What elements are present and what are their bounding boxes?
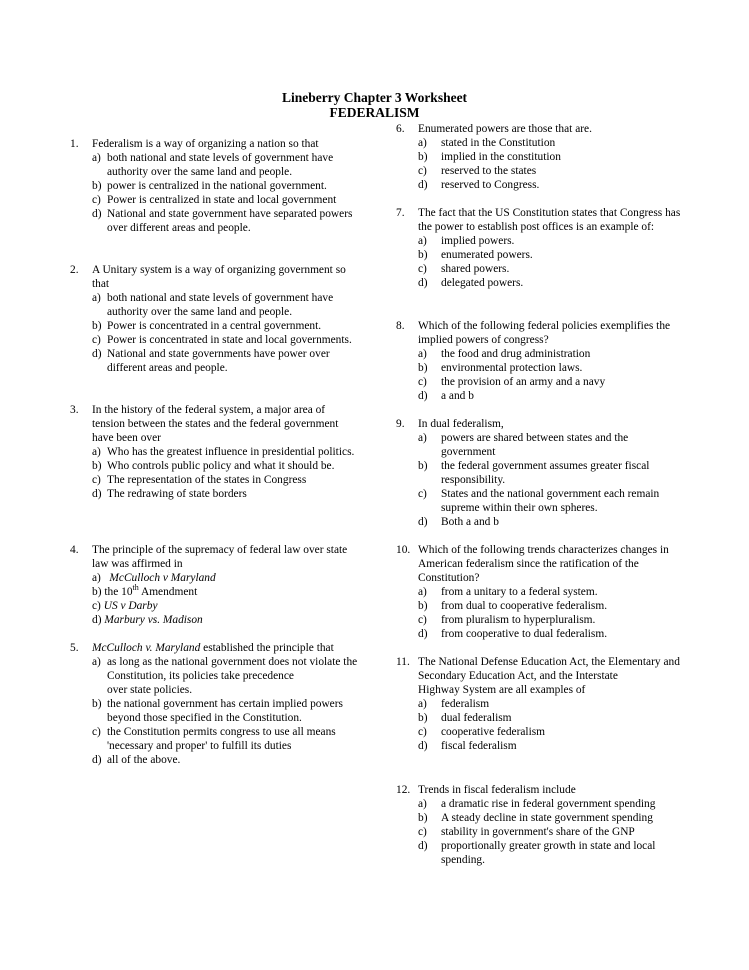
option-d: d) fiscal federalism <box>418 740 517 752</box>
question-stem: Enumerated powers are those that are. <box>418 123 592 135</box>
question-10: 10. Which of the following trends characterizes changes in American federalism since the ratification of the Constitution? a) from a unitary to a federal system. b) from dual to cooperative federalism. c) from pluralism to hyperpluralism. d) from cooperative to dual federalism. <box>396 543 681 641</box>
option-a: a) both national and state levels of government have authority over the same land and people. <box>92 152 334 178</box>
option-c: c) the provision of an army and a navy <box>418 376 606 388</box>
option-a: a) a dramatic rise in federal government spending <box>418 798 656 810</box>
option-a: a) federalism <box>418 698 490 710</box>
question-5: 5. McCulloch v. Maryland established the principle that a) as long as the national government does not violate the Constitution, its policies take precedence over state policies. b) the national government has certain implied powers beyond those specified in the Constitution. c) the Constitution permits congress to use all means 'necessary and proper' to fulfill its duties d) all of the above. <box>70 641 360 767</box>
option-d: d) reserved to Congress. <box>418 179 540 191</box>
option-b: b) A steady decline in state government spending <box>418 812 653 824</box>
option-a: a) McCulloch v Maryland <box>92 572 216 584</box>
question-4: 4. The principle of the supremacy of federal law over state law was affirmed in a) McCulloch v Maryland b) the 10th Amendment c) US v Darby d) Marbury vs. Madison <box>70 543 360 627</box>
option-d: d) delegated powers. <box>418 277 524 289</box>
option-d: d) all of the above. <box>92 754 181 766</box>
option-a: a) the food and drug administration <box>418 348 591 360</box>
option-d: d) National and state government have separated powers over different areas and people. <box>92 208 353 234</box>
question-stem: In dual federalism, <box>418 418 504 430</box>
option-a: a) Who has the greatest influence in presidential politics. <box>92 446 355 458</box>
option-d: d) The redrawing of state borders <box>92 488 247 500</box>
option-a: a) from a unitary to a federal system. <box>418 586 598 598</box>
question-stem: In the history of the federal system, a major area of tension between the states and the federal government have been over <box>92 404 339 444</box>
option-d: d) from cooperative to dual federalism. <box>418 628 608 640</box>
question-12: 12. Trends in fiscal federalism include a) a dramatic rise in federal government spending b) A steady decline in state government spending c) stability in government's share of the GNP d) proportionally greater growth in state and local spending. <box>396 783 681 867</box>
question-stem: Trends in fiscal federalism include <box>418 784 576 796</box>
option-c: c) stability in government's share of the GNP <box>418 826 635 838</box>
option-d: d) proportionally greater growth in state and local spending. <box>418 840 656 866</box>
option-a: a) implied powers. <box>418 235 515 247</box>
option-d: d) Marbury vs. Madison <box>92 614 203 626</box>
question-3: 3. In the history of the federal system, a major area of tension between the states and the federal government have been over a) Who has the greatest influence in presidential politics. b) Who controls public policy and what it should be. c) The representation of the states in Congress d) The redrawing of state borders <box>70 403 360 501</box>
option-b: b) Power is concentrated in a central government. <box>92 320 322 332</box>
question-stem: The principle of the supremacy of federal law over state law was affirmed in <box>92 544 348 570</box>
option-b: b) enumerated powers. <box>418 249 533 261</box>
question-stem: McCulloch v. Maryland established the principle that <box>92 642 334 654</box>
question-stem: A Unitary system is a way of organizing government so that <box>92 264 346 290</box>
question-stem: Which of the following federal policies exemplifies the implied powers of congress? <box>418 320 671 346</box>
title-line-2: FEDERALISM <box>329 105 420 120</box>
question-stem: The fact that the US Constitution states that Congress has the power to establish post offices is an example of: <box>418 207 681 233</box>
question-stem: The National Defense Education Act, the Elementary and Secondary Education Act, and the Interstate Highway System are all examples of <box>418 656 680 696</box>
option-c: c) Power is concentrated in state and local governments. <box>92 334 352 346</box>
option-c: c) cooperative federalism <box>418 726 546 738</box>
option-a: a) both national and state levels of government have authority over the same land and people. <box>92 292 334 318</box>
question-1: 1. Federalism is a way of organizing a nation so that a) both national and state levels of government have authority over the same land and people. b) power is centralized in the national government. c) Power is centralized in state and local government d) National and state government have separated powers over different areas and people. <box>70 137 360 235</box>
option-b: b) the 10th Amendment <box>92 583 198 598</box>
option-c: c) the Constitution permits congress to use all means 'necessary and proper' to fulfill its duties <box>92 726 336 752</box>
option-a: a) stated in the Constitution <box>418 137 556 149</box>
title-line-1: Lineberry Chapter 3 Worksheet <box>281 90 468 105</box>
option-b: b) the national government has certain implied powers beyond those specified in the Constitution. <box>92 698 343 724</box>
option-c: c) States and the national government each remain supreme within their own spheres. <box>418 488 660 514</box>
option-b: b) dual federalism <box>418 712 512 724</box>
question-8: 8. Which of the following federal policies exemplifies the implied powers of congress? a) the food and drug administration b) environmental protection laws. c) the provision of an army and a navy d) a and b <box>396 319 681 403</box>
question-7: 7. The fact that the US Constitution states that Congress has the power to establish post offices is an example of: a) implied powers. b) enumerated powers. c) shared powers. d) delegated powers. <box>396 207 681 289</box>
option-d: d) National and state governments have power over different areas and people. <box>92 348 330 374</box>
question-2: 2. A Unitary system is a way of organizing government so that a) both national and state levels of government have authority over the same land and people. b) Power is concentrated in a central government. c) Power is concentrated in state and local governments. d) National and state governments have power over different areas and people. <box>70 263 360 375</box>
worksheet-title <box>0 90 749 120</box>
option-b: b) Who controls public policy and what it should be. <box>92 460 335 472</box>
option-a: a) as long as the national government does not violate the Constitution, its policies take precedence over state policies. <box>92 656 358 696</box>
option-c: c) shared powers. <box>418 263 510 275</box>
option-a: a) powers are shared between states and the government <box>418 432 629 458</box>
option-c: c) US v Darby <box>92 600 158 612</box>
option-c: c) Power is centralized in state and local government <box>92 194 337 206</box>
option-d: d) Both a and b <box>418 516 499 528</box>
option-c: c) The representation of the states in Congress <box>92 474 307 486</box>
option-c: c) reserved to the states <box>418 165 537 177</box>
question-stem: Which of the following trends characterizes changes in American federalism since the ratification of the Constitution? <box>418 544 669 584</box>
question-6: 6. Enumerated powers are those that are. a) stated in the Constitution b) implied in the constitution c) reserved to the states d) reserved to Congress. <box>396 122 681 192</box>
option-b: b) environmental protection laws. <box>418 362 583 374</box>
option-b: b) from dual to cooperative federalism. <box>418 600 608 612</box>
question-stem: Federalism is a way of organizing a nation so that <box>92 138 319 150</box>
option-b: b) the federal government assumes greater fiscal responsibility. <box>418 460 650 486</box>
option-b: b) implied in the constitution <box>418 151 561 163</box>
option-c: c) from pluralism to hyperpluralism. <box>418 614 596 626</box>
option-b: b) power is centralized in the national government. <box>92 180 327 192</box>
question-11: 11. The National Defense Education Act, the Elementary and Secondary Education Act, and the Interstate Highway System are all examples of a) federalism b) dual federalism c) cooperative federalism d) fiscal federalism <box>396 656 680 752</box>
option-d: d) a and b <box>418 390 474 402</box>
question-9: 9. In dual federalism, a) powers are shared between states and the government b) the federal government assumes greater fiscal responsibility. c) States and the national government each remain supreme within their own spheres. d) Both a and b <box>396 417 681 529</box>
